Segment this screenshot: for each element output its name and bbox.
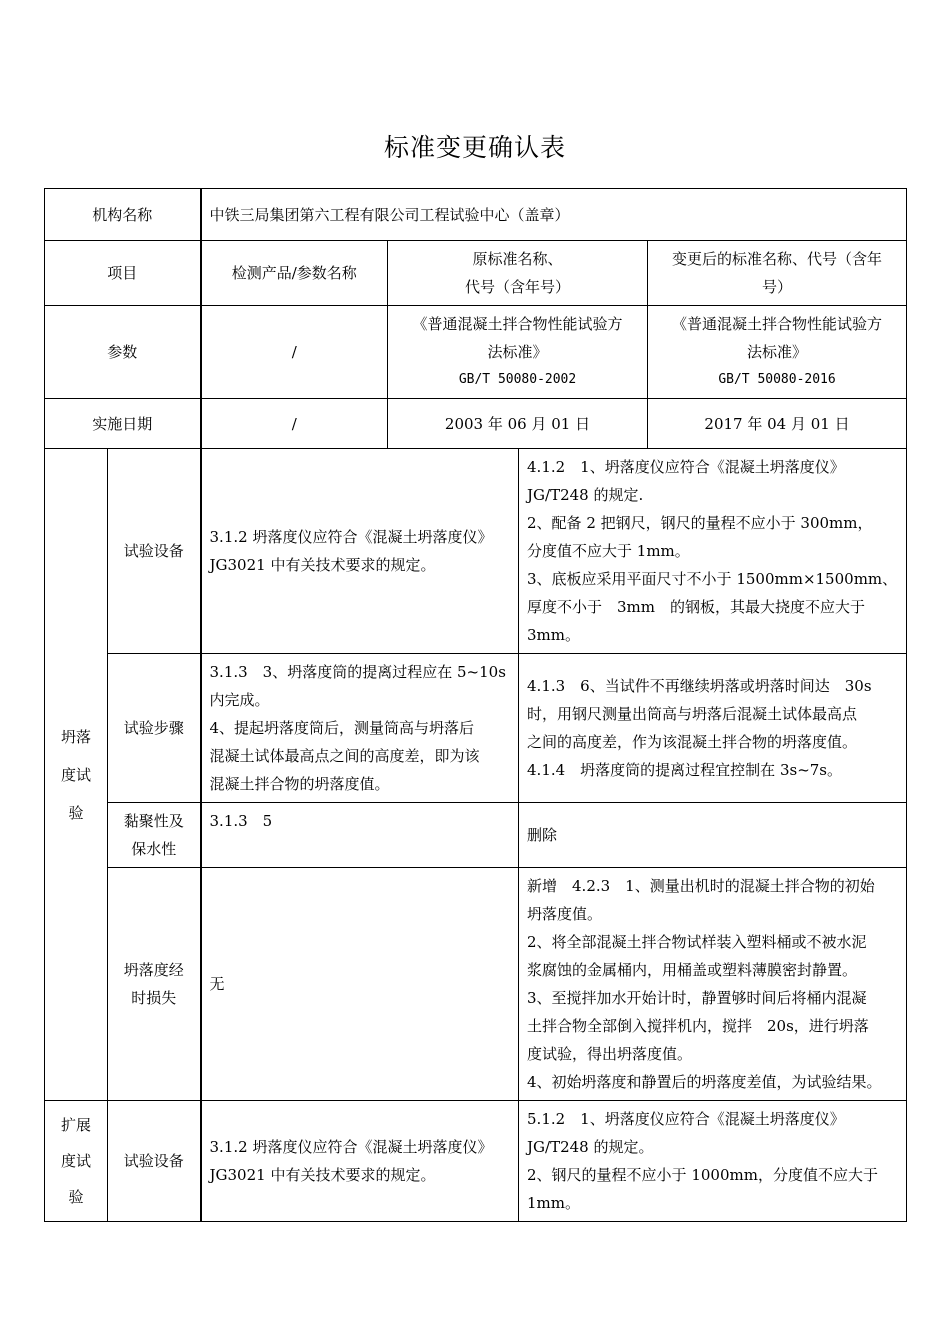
slump-procedure-new: 4.1.3 6、当试件不再继续坍落或坍落时间达 30s 时，用钢尺测量出筒高与坍落后混凝土试体最高点 之间的高度差，作为该混凝土拌合物的坍落度值。 4.1.4 坍落度筒的提离过程宜控制在 3s~7s。 [519,654,907,803]
header-row [45,241,907,306]
spread-equipment-item: 试验设备 [108,1101,201,1222]
org-value: 中铁三局集团第六工程有限公司工程试验中心（盖章） [201,189,907,241]
org-label: 机构名称 [45,189,201,241]
header-new-standard: 变更后的标准名称、代号（含年 号） [648,241,907,306]
slump-equipment-row [45,449,907,654]
slump-procedure-row [45,654,907,803]
slump-cohesion-item: 黏聚性及 保水性 [108,803,201,868]
date-label: 实施日期 [45,399,201,449]
slump-procedure-item: 试验步骤 [108,654,201,803]
slump-equipment-new: 4.1.2 1、坍落度仪应符合《混凝土坍落度仪》 JG/T248 的规定. 2、配备 2 把钢尺，钢尺的量程不应小于 300mm， 分度值不应大于 1mm。 3、底板应采用平面尺寸不小于 1500mm×1500mm、 厚度不小于 3mm 的钢板，其最大挠度不应大于 3mm。 [519,449,907,654]
spread-group-label: 扩展 度试 验 [45,1101,108,1222]
date-row [45,399,907,449]
slump-loss-original: 无 [201,868,519,1101]
param-new-standard: 《普通混凝土拌合物性能试验方 法标准》 GB/T 50080-2016 [648,306,907,399]
date-original: 2003 年 06 月 01 日 [388,399,648,449]
slump-loss-item: 坍落度经 时损失 [108,868,201,1101]
slump-equipment-item: 试验设备 [108,449,201,654]
header-product: 检测产品/参数名称 [201,241,388,306]
spread-equipment-new: 5.1.2 1、坍落度仪应符合《混凝土坍落度仪》 JG/T248 的规定。 2、钢尺的量程不应小于 1000mm，分度值不应大于 1mm。 [519,1101,907,1222]
page-title: 标准变更确认表 [383,133,566,162]
standard-change-table [44,188,907,1222]
param-row [45,306,907,399]
date-new: 2017 年 04 月 01 日 [648,399,907,449]
slump-cohesion-row [45,803,907,868]
date-product: / [201,399,388,449]
header-item: 项目 [45,241,201,306]
slump-cohesion-original: 3.1.3 5 [201,803,519,868]
org-row [45,189,907,241]
slump-loss-new: 新增 4.2.3 1、测量出机时的混凝土拌合物的初始 坍落度值。 2、将全部混凝土拌合物试样装入塑料桶或不被水泥 浆腐蚀的金属桶内，用桶盖或塑料薄膜密封静置。 3、至搅拌加水开始计时，静置够时间后将桶内混凝 土拌合物全部倒入搅拌机内，搅拌 20s，进行坍落 度试验，得出坍落度值。 4、初始坍落度和静置后的坍落度差值，为试验结果。 [519,868,907,1101]
slump-equipment-original: 3.1.2 坍落度仪应符合《混凝土坍落度仪》 JG3021 中有关技术要求的规定。 [201,449,519,654]
header-original-standard: 原标准名称、 代号（含年号） [388,241,648,306]
spread-equipment-original: 3.1.2 坍落度仪应符合《混凝土坍落度仪》 JG3021 中有关技术要求的规定。 [201,1101,519,1222]
slump-loss-row [45,868,907,1101]
spread-equipment-row [45,1101,907,1222]
param-original-standard: 《普通混凝土拌合物性能试验方 法标准》 GB/T 50080-2002 [388,306,648,399]
slump-procedure-original: 3.1.3 3、坍落度筒的提离过程应在 5~10s 内完成。 4、提起坍落度筒后，测量筒高与坍落后 混凝土试体最高点之间的高度差，即为该 混凝土拌合物的坍落度值。 [201,654,519,803]
param-label: 参数 [45,306,201,399]
param-product: / [201,306,388,399]
slump-cohesion-new: 删除 [519,803,907,868]
slump-group-label: 坍落 度试 验 [45,449,108,1101]
